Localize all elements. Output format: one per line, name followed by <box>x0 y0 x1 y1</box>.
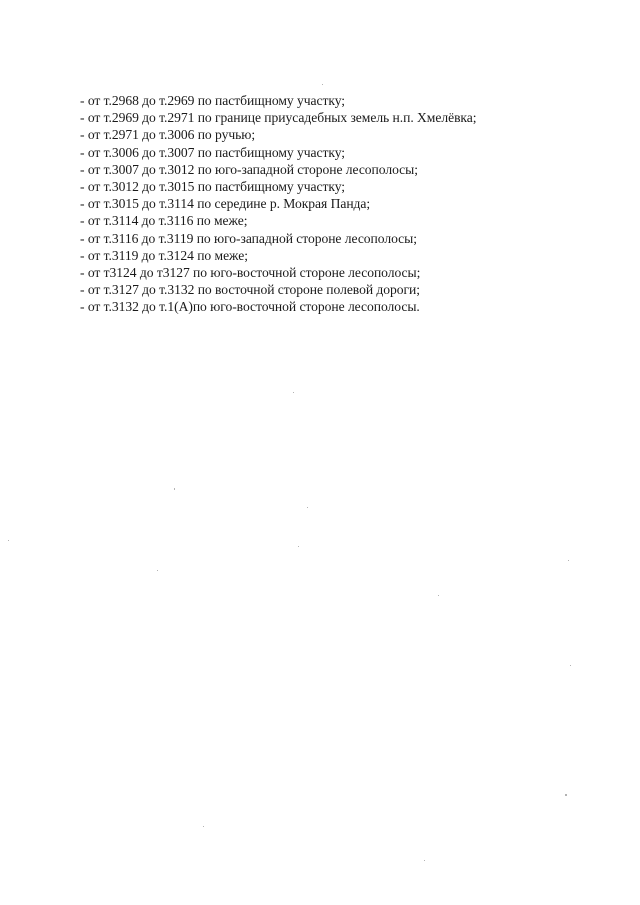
boundary-line-12: - от т.3127 до т.3132 по восточной стороне полевой дороги; <box>80 282 420 298</box>
boundary-line-1: - от т.2968 до т.2969 по пастбищному участку; <box>80 93 346 108</box>
scan-speck <box>157 570 158 571</box>
boundary-line-10: - от т.3119 до т.3124 по меже; <box>80 247 248 263</box>
boundary-line-2: - от т.2969 до т.2971 по границе приусадебных земель н.п. Хмелёвка; <box>80 110 477 126</box>
boundary-line-9: - от т.3116 до т.3119 по юго-западной стороне лесополосы; <box>80 230 417 246</box>
boundary-description-list <box>80 92 477 316</box>
boundary-line-11: - от т3124 до т3127 по юго-восточной стороне лесополосы; <box>80 265 421 281</box>
scan-speck <box>8 540 9 541</box>
scan-speck <box>298 546 299 547</box>
scan-speck <box>565 794 567 796</box>
scan-speck <box>307 507 308 508</box>
boundary-line-13: - от т.3132 до т.1(А)по юго-восточной стороне лесополосы. <box>80 299 420 315</box>
boundary-line-7: - от т.3015 до т.3114 по середине р. Мокрая Панда; <box>80 196 371 212</box>
scan-speck <box>203 826 204 827</box>
scan-speck <box>570 665 571 666</box>
scan-speck <box>568 560 569 561</box>
boundary-line-6: - от т.3012 до т.3015 по пастбищному участку; <box>80 179 346 195</box>
scan-speck <box>174 488 175 490</box>
boundary-line-5: - от т.3007 до т.3012 по юго-западной стороне лесополосы; <box>80 161 418 177</box>
boundary-line-8: - от т.3114 до т.3116 по меже; <box>80 213 248 229</box>
scan-speck <box>322 84 323 85</box>
scan-speck <box>424 860 425 861</box>
scan-speck <box>438 595 439 596</box>
boundary-line-3: - от т.2971 до т.3006 по ручью; <box>80 127 256 143</box>
boundary-line-4: - от т.3006 до т.3007 по пастбищному участку; <box>80 144 346 160</box>
scan-speck <box>293 392 294 393</box>
